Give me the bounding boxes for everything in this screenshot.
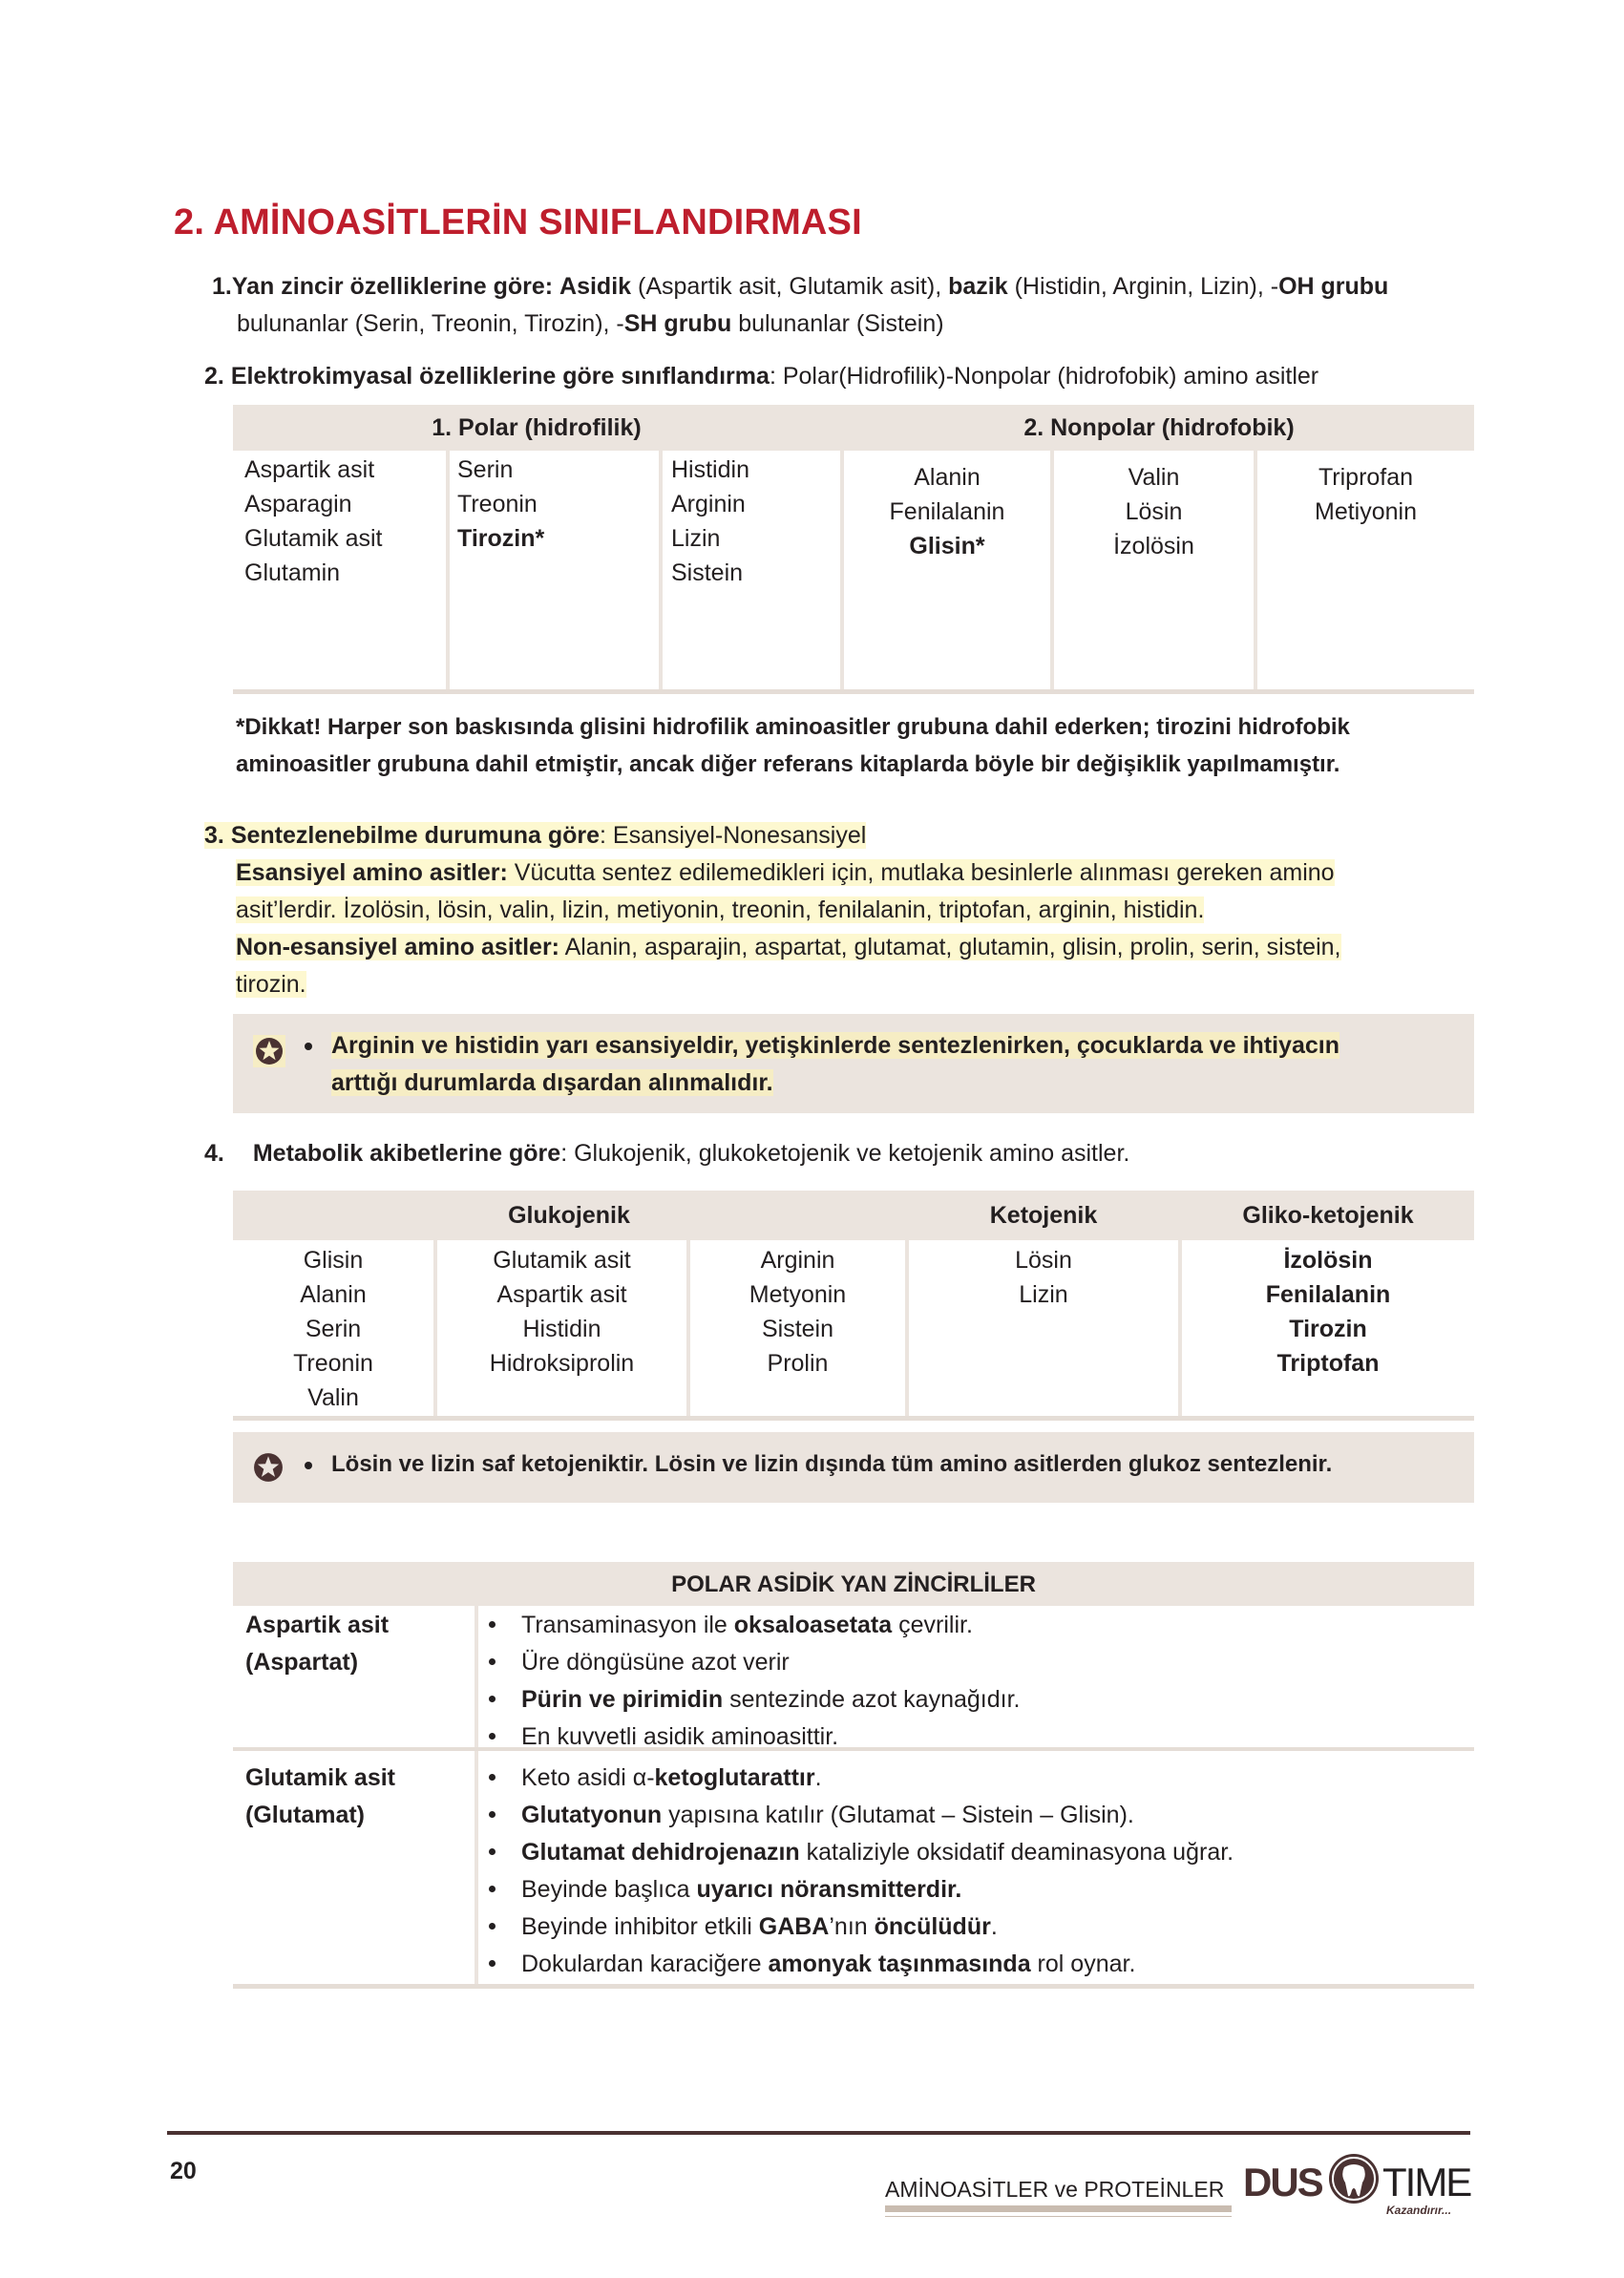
table-cell: İzolösin	[1113, 533, 1194, 559]
callout-line-1: Arginin ve histidin yarı esansiyeldir, yetişkinlerde sentezlenirken, çocuklarda ve ihtiyacın	[331, 1032, 1339, 1059]
table-cell: Arginin	[671, 491, 746, 517]
callout-line-2: arttığı durumlarda dışardan alınmalıdır.	[331, 1069, 773, 1096]
glucogenic-col-2	[437, 1243, 686, 1381]
amino-acid-name: Aspartik asit	[245, 1612, 390, 1638]
table-cell: Lizin	[1019, 1281, 1068, 1308]
footer-accent-line	[885, 2216, 1232, 2217]
logo-text-time: TIME	[1382, 2160, 1471, 2204]
list-item	[481, 1681, 1465, 1719]
acidic-row-2-items	[481, 1760, 1465, 1983]
section-1-line2-end: bulunanlar (Sistein)	[731, 310, 944, 337]
item-bold: Glutatyonun	[521, 1802, 663, 1828]
item-bold: GABA	[758, 1913, 830, 1940]
harper-note	[236, 708, 1487, 783]
footer-accent-bar	[885, 2205, 1232, 2212]
section-2-lead: Elektrokimyasal özelliklerine göre sınıflandırma	[230, 363, 770, 390]
table-cell: Triprofan	[1318, 464, 1414, 491]
table-cell-bold: Fenilalanin	[1265, 1281, 1391, 1308]
list-item	[481, 1834, 1465, 1871]
essential-label: Esansiyel amino asitler:	[236, 859, 508, 886]
section-2-heading	[204, 358, 1474, 395]
polar-col-2	[457, 453, 544, 556]
nonessential-text-end: tirozin.	[236, 971, 306, 998]
table-cell: Sistein	[671, 559, 744, 586]
header-gluco-ketogenic: Gliko-ketojenik	[1182, 1191, 1474, 1240]
sh-label: SH grubu	[623, 310, 732, 337]
table-cell: Fenilalanin	[889, 498, 1005, 525]
table-cell: Lizin	[671, 525, 721, 552]
table-cell: Histidin	[522, 1316, 601, 1342]
glucogenic-col-3	[690, 1243, 905, 1381]
table-cell: Lösin	[1015, 1247, 1072, 1274]
callout-box-semi-essential	[233, 1014, 1474, 1113]
callout-text	[305, 1445, 1465, 1483]
section-4-heading	[204, 1135, 1484, 1172]
list-item	[481, 1871, 1465, 1909]
table-cell: Glisin	[303, 1247, 364, 1274]
table-cell: Arginin	[760, 1247, 835, 1274]
section-4-lead: Metabolik akibetlerine göre	[252, 1140, 561, 1167]
section-2-number: 2.	[204, 363, 224, 390]
table-cell: Glutamik asit	[493, 1247, 631, 1274]
table-cell: Lösin	[1125, 498, 1183, 525]
polar-header: 1. Polar (hidrofilik)	[233, 405, 840, 451]
list-item	[481, 1760, 1465, 1797]
footer-section-title: AMİNOASİTLER ve PROTEİNLER	[885, 2177, 1225, 2202]
table-cell: Prolin	[767, 1350, 829, 1377]
divider	[475, 1606, 478, 1988]
acidic-table-header: POLAR ASİDİK YAN ZİNCİRLİLER	[233, 1562, 1474, 1606]
table-cell: Alanin	[914, 464, 981, 491]
section-2-rest: : Polar(Hidrofilik)-Nonpolar (hidrofobik) amino asitler	[769, 363, 1319, 390]
note-line-2: aminoasitler grubuna dahil etmiştir, ancak diğer referans kitaplarda böyle bir değişiklik yapılmamıştır.	[236, 751, 1340, 777]
item-text: çevrilir.	[892, 1612, 973, 1638]
section-4-number: 4.	[204, 1140, 224, 1167]
star-icon	[253, 1035, 285, 1067]
nonpolar-col-2	[1054, 460, 1254, 563]
table-cell-bold: İzolösin	[1283, 1247, 1373, 1274]
oh-label: OH grubu	[1278, 273, 1389, 300]
item-bold: oksaloasetata	[733, 1612, 893, 1638]
basic-list: (Histidin, Arginin, Lizin), -	[1007, 273, 1279, 300]
acidic-list: (Aspartik asit, Glutamik asit),	[631, 273, 949, 300]
item-text: sentezinde azot kaynağıdır.	[723, 1686, 1021, 1713]
item-bold: amonyak taşınmasında	[768, 1951, 1031, 1977]
item-text: yapısına katılır (Glutamat – Sistein – Glisin).	[662, 1802, 1134, 1828]
section-3	[204, 817, 1484, 1003]
table-cell: Aspartik asit	[496, 1281, 627, 1308]
section-3-rest: : Esansiyel-Nonesansiyel	[600, 822, 867, 849]
page-number: 20	[170, 2158, 197, 2184]
item-text: ’nın	[829, 1913, 875, 1940]
section-3-number: 3.	[204, 822, 224, 849]
table-cell-bold: Triptofan	[1276, 1350, 1380, 1377]
item-bold: ketoglutarattır	[654, 1764, 815, 1791]
acidic-row-1-name	[245, 1607, 389, 1681]
polar-col-3	[671, 453, 749, 590]
table-cell: Glutamin	[244, 559, 341, 586]
basic-label: bazik	[948, 273, 1008, 300]
section-1-number: 1.	[212, 273, 232, 300]
essential-list: asit’lerdir. İzolösin, lösin, valin, lizin, metiyonin, treonin, fenilalanin, triptofan, arginin, histidin.	[236, 896, 1205, 923]
table-cell: Hidroksiprolin	[489, 1350, 635, 1377]
table-cell: Glutamik asit	[244, 525, 383, 552]
amino-acid-alias: (Glutamat)	[245, 1802, 365, 1828]
gluco-ketogenic-col	[1182, 1243, 1474, 1381]
logo-text-dus: DUS	[1243, 2160, 1322, 2204]
bullet-icon	[305, 1462, 312, 1469]
table-bottom-border	[233, 1984, 1474, 1989]
list-item	[481, 1719, 1465, 1756]
nonpolar-header: 2. Nonpolar (hidrofobik)	[844, 405, 1474, 451]
amino-acid-name: Glutamik asit	[245, 1764, 395, 1791]
callout-ketogenic-text: Lösin ve lizin saf ketojeniktir. Lösin ve lizin dışında tüm amino asitlerden glukoz sentezlenir.	[331, 1451, 1333, 1477]
table-cell: Treonin	[457, 491, 538, 517]
tooth-icon	[1329, 2154, 1379, 2204]
item-bold: öncülüdür	[874, 1913, 991, 1940]
logo-tagline: Kazandırır...	[1386, 2204, 1452, 2217]
item-bold: Glutamat dehidrojenazın	[521, 1839, 800, 1866]
list-item	[481, 1909, 1465, 1946]
table-cell: Alanin	[300, 1281, 367, 1308]
polar-col-1	[244, 453, 382, 590]
table-cell: Sistein	[761, 1316, 834, 1342]
section-1-line2: bulunanlar (Serin, Treonin, Tirozin), -	[237, 310, 624, 337]
acidic-row-2-name	[245, 1760, 395, 1834]
item-text: En kuvvetli asidik aminoasittir.	[521, 1723, 839, 1750]
acidic-row-1-items	[481, 1607, 1465, 1756]
note-line-1: *Dikkat! Harper son baskısında glisini hidrofilik aminoasitler grubuna dahil ederken; tirozini hidrofobik	[236, 714, 1350, 740]
table-cell: Metyonin	[749, 1281, 847, 1308]
table-cell-bold: Tirozin	[1289, 1316, 1367, 1342]
amino-acid-alias: (Aspartat)	[245, 1649, 359, 1676]
callout-text	[305, 1027, 1465, 1102]
table-cell: Valin	[1128, 464, 1180, 491]
divider	[659, 451, 663, 691]
header-glucogenic: Glukojenik	[233, 1191, 905, 1240]
ketogenic-col	[909, 1243, 1178, 1312]
nonessential-text: Alanin, asparajin, aspartat, glutamat, glutamin, glisin, prolin, serin, sistein,	[559, 934, 1341, 960]
table-cell: Aspartik asit	[244, 456, 375, 483]
item-text: Üre döngüsüne azot verir	[521, 1649, 790, 1676]
essential-text: Vücutta sentez edilemedikleri için, mutlaka besinlerle alınması gereken amino	[507, 859, 1335, 886]
table-cell: Histidin	[671, 456, 749, 483]
footer-rule	[167, 2131, 1470, 2135]
table-cell-bold: Glisin*	[909, 533, 985, 559]
table-cell: Serin	[457, 456, 514, 483]
item-text: .	[814, 1764, 822, 1791]
section-4-rest: : Glukojenik, glukoketojenik ve ketojenik amino asitler.	[560, 1140, 1130, 1167]
glucogenic-col-1	[233, 1243, 433, 1415]
star-icon	[253, 1452, 284, 1487]
item-text: rol oynar.	[1030, 1951, 1136, 1977]
nonessential-label: Non-esansiyel amino asitler:	[236, 934, 560, 960]
list-item	[481, 1797, 1465, 1834]
list-item	[481, 1607, 1465, 1644]
header-ketogenic: Ketojenik	[909, 1191, 1178, 1240]
table-cell: Serin	[305, 1316, 362, 1342]
item-text: Beyinde başlıca	[521, 1876, 697, 1903]
table-cell: Metiyonin	[1315, 498, 1417, 525]
section-3-lead: Sentezlenebilme durumuna göre	[230, 822, 600, 849]
table-bottom-border	[233, 689, 1474, 694]
section-1-lead: Yan zincir özelliklerine göre:	[231, 273, 554, 300]
item-text: Transaminasyon ile	[521, 1612, 734, 1638]
item-text: Beyinde inhibitor etkili	[521, 1913, 759, 1940]
section-1	[212, 268, 1482, 343]
table-cell: Valin	[307, 1384, 359, 1411]
page-title: 2. AMİNOASİTLERİN SINIFLANDIRMASI	[174, 202, 862, 243]
nonpolar-col-3	[1257, 460, 1474, 529]
table-bottom-border	[233, 1416, 1474, 1421]
list-item	[481, 1946, 1465, 1983]
item-text: Dokulardan karaciğere	[521, 1951, 769, 1977]
bullet-icon	[305, 1043, 312, 1050]
nonpolar-col-1	[844, 460, 1050, 563]
list-item	[481, 1644, 1465, 1681]
table-cell-bold: Tirozin*	[457, 525, 545, 552]
divider	[446, 451, 450, 691]
dustime-logo	[1243, 2152, 1472, 2219]
acidic-label: Asidik	[559, 273, 632, 300]
item-bold: uyarıcı nöransmitterdir.	[696, 1876, 962, 1903]
table-cell: Asparagin	[244, 491, 352, 517]
item-text: kataliziyle oksidatif deaminasyona uğrar.	[799, 1839, 1234, 1866]
table-cell: Treonin	[293, 1350, 373, 1377]
item-text: .	[990, 1913, 998, 1940]
item-text: Keto asidi α-	[521, 1764, 655, 1791]
callout-box-ketogenic	[233, 1432, 1474, 1503]
item-bold: Pürin ve pirimidin	[521, 1686, 724, 1713]
